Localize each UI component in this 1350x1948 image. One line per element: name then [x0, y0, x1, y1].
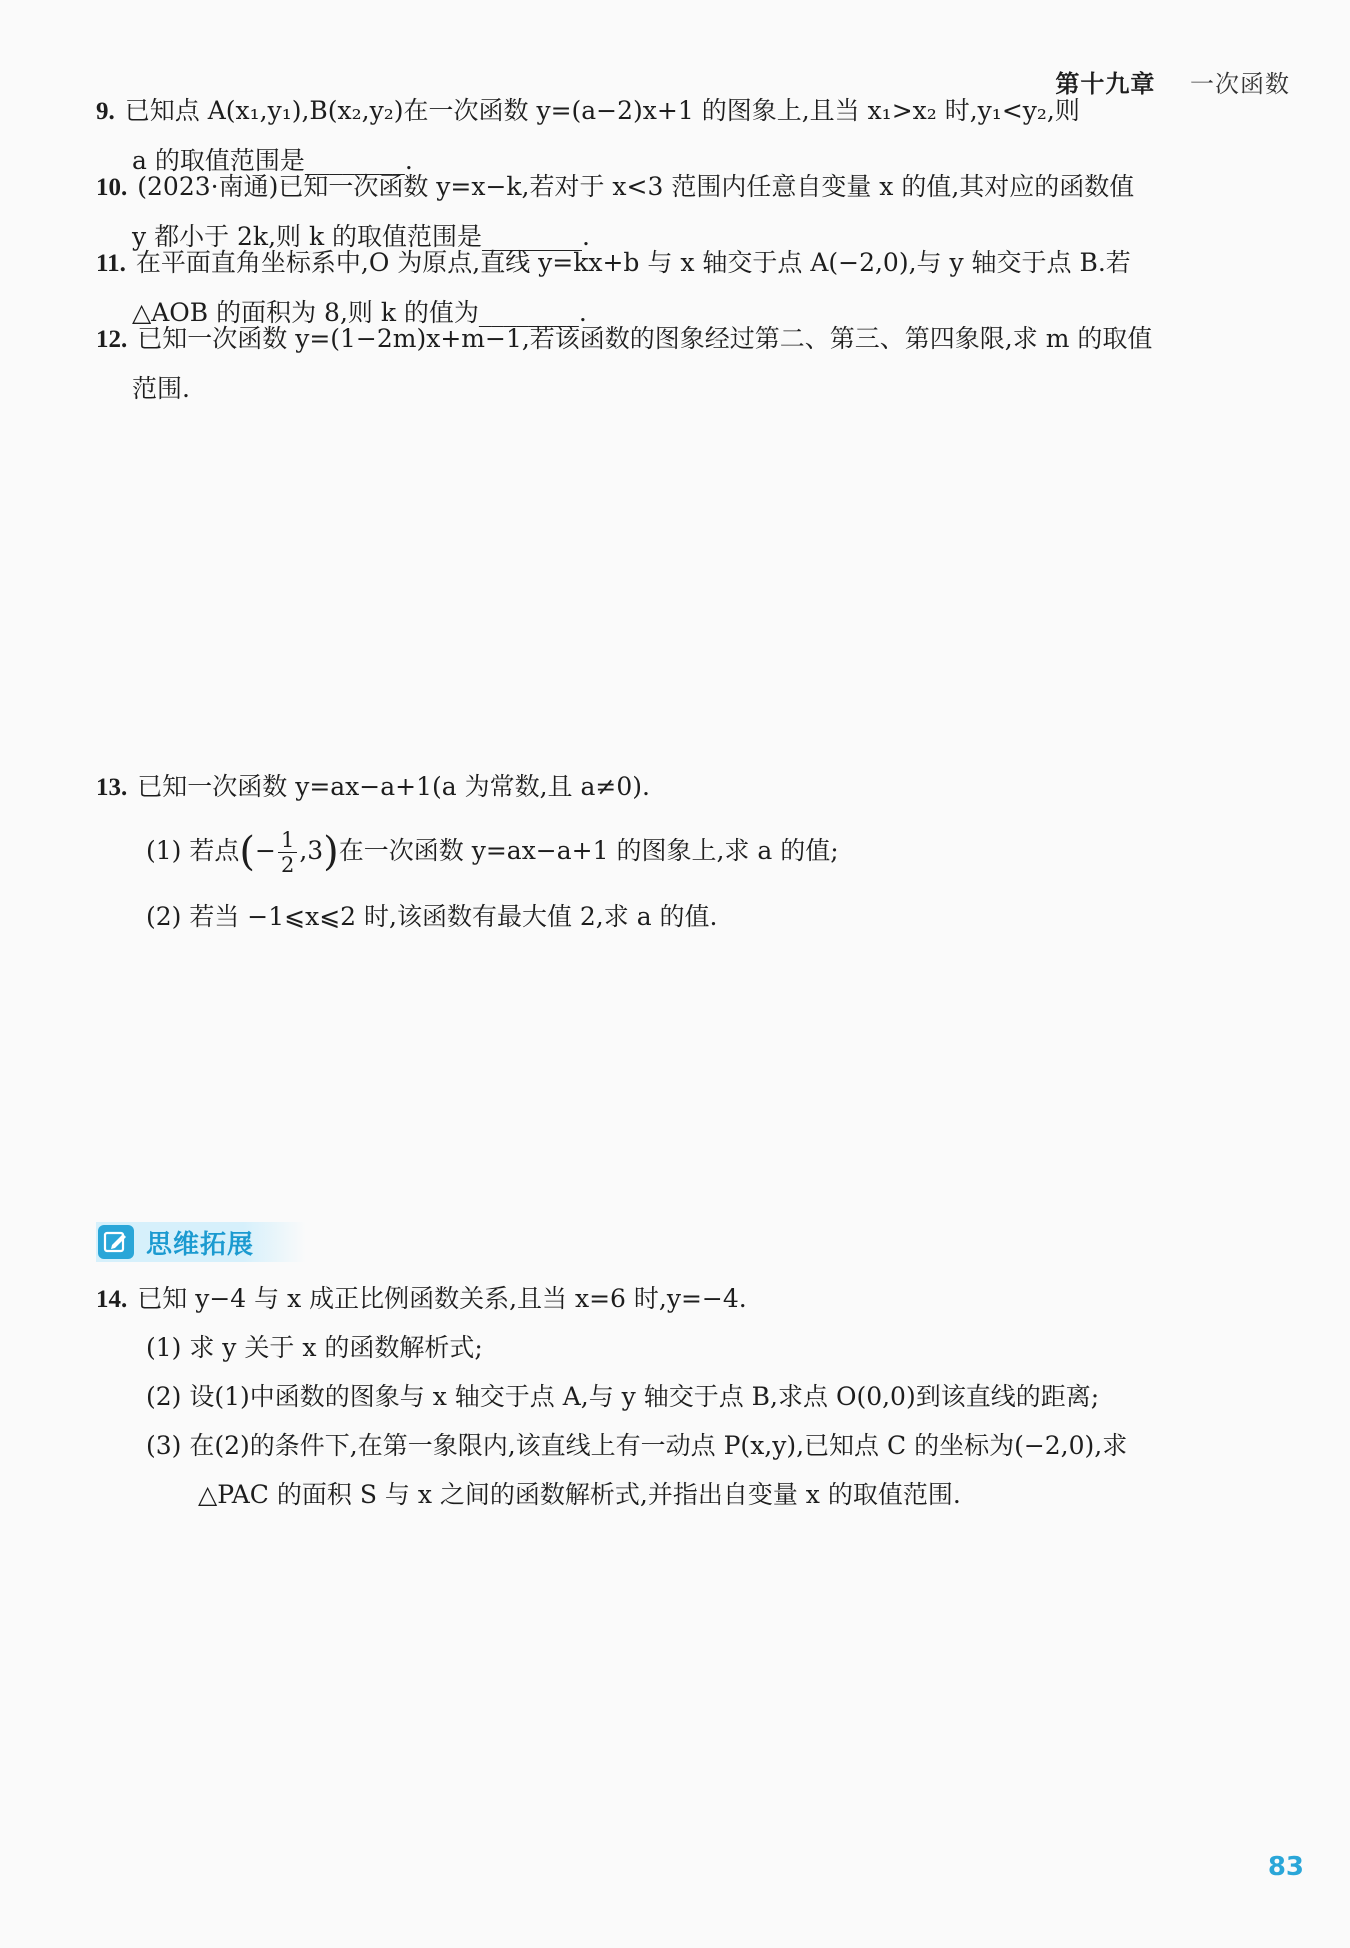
part-text: (1) 若点: [146, 836, 240, 865]
question-number: 11.: [96, 250, 126, 277]
question-12: [96, 314, 1290, 413]
question-14-part-3: [146, 1421, 1290, 1519]
chapter-topic: 一次函数: [1190, 70, 1290, 98]
question-number: 14.: [96, 1286, 128, 1313]
point-coordinate: ,3: [299, 836, 324, 865]
question-text-continued: 范围.: [132, 374, 190, 403]
right-paren: ): [323, 829, 339, 875]
left-paren: (: [239, 829, 255, 875]
question-14-part-1: (1) 求 y 关于 x 的函数解析式;: [146, 1333, 483, 1362]
question-number: 9.: [96, 98, 115, 125]
question-13-part-2: (2) 若当 −1⩽x⩽2 时,该函数有最大值 2,求 a 的值.: [146, 902, 718, 931]
page-number: 83: [1267, 1852, 1304, 1882]
question-text: 在平面直角坐标系中,O 为原点,直线 y=kx+b 与 x 轴交于点 A(−2,0),与 y 轴交于点 B.若: [135, 248, 1131, 277]
question-number: 13.: [96, 774, 128, 801]
chapter-label: 第十九章: [1055, 70, 1156, 98]
section-banner: [96, 1222, 306, 1262]
question-number: 10.: [96, 174, 128, 201]
pencil-paper-icon: [98, 1225, 134, 1259]
section-title: 思维拓展: [146, 1230, 255, 1260]
question-13-part-1: [146, 826, 1290, 877]
question-text-continued: a 的取值范围是________.: [132, 146, 413, 175]
question-13: [96, 762, 1290, 812]
question-14: [96, 1274, 1290, 1324]
question-text: 已知一次函数 y=ax−a+1(a 为常数,且 a≠0).: [137, 772, 650, 801]
fraction-denominator: 2: [280, 853, 295, 877]
part-text-continued: △PAC 的面积 S 与 x 之间的函数解析式,并指出自变量 x 的取值范围.: [198, 1480, 961, 1509]
question-text-continued: △AOB 的面积为 8,则 k 的值为________.: [132, 298, 587, 327]
part-text-continued: 在一次函数 y=ax−a+1 的图象上,求 a 的值;: [338, 836, 839, 865]
fraction-numerator: 1: [278, 828, 297, 853]
question-text: 已知 y−4 与 x 成正比例函数关系,且当 x=6 时,y=−4.: [137, 1284, 747, 1313]
question-14-part-2: (2) 设(1)中函数的图象与 x 轴交于点 A,与 y 轴交于点 B,求点 O(0,0)到该直线的距离;: [146, 1382, 1100, 1411]
negative-sign: −: [254, 836, 276, 865]
question-text: 已知一次函数 y=(1−2m)x+m−1,若该函数的图象经过第二、第三、第四象限,求 m 的取值: [137, 324, 1153, 353]
question-number: 12.: [96, 326, 128, 353]
part-text: (3) 在(2)的条件下,在第一象限内,该直线上有一动点 P(x,y),已知点 C 的坐标为(−2,0),求: [146, 1431, 1128, 1460]
fraction: [278, 828, 297, 877]
question-text: 已知点 A(x₁,y₁),B(x₂,y₂)在一次函数 y=(a−2)x+1 的图象上,且当 x₁>x₂ 时,y₁<y₂,则: [124, 96, 1080, 125]
question-text-continued: y 都小于 2k,则 k 的取值范围是________.: [132, 222, 591, 251]
question-text: (2023·南通)已知一次函数 y=x−k,若对于 x<3 范围内任意自变量 x 的值,其对应的函数值: [137, 172, 1135, 201]
